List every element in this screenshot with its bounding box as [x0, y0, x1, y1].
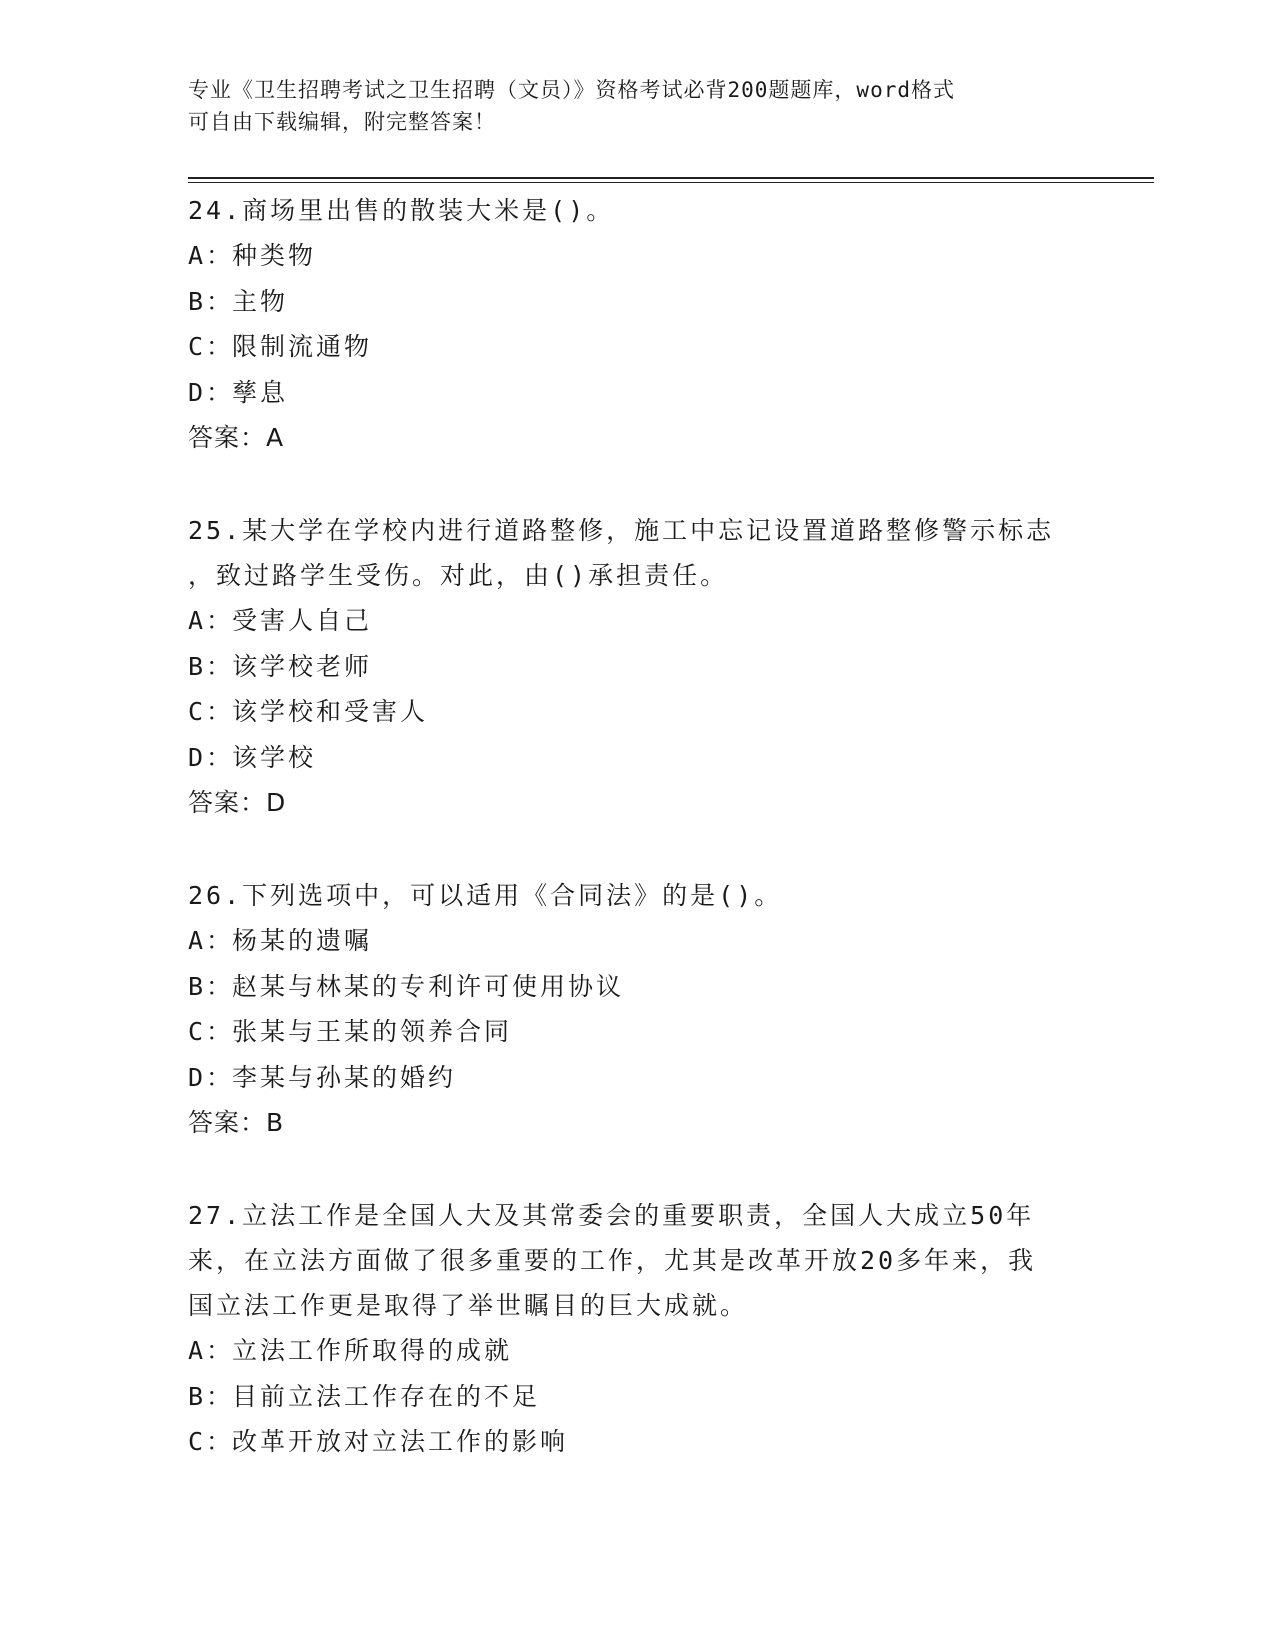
- header-line-2: 可自由下载编辑，附完整答案！: [188, 110, 496, 134]
- option-a: [188, 1328, 1088, 1374]
- option-d: [188, 370, 1088, 416]
- question-text: ，致过路学生受伤。对此，由()承担责任。: [188, 561, 729, 590]
- option-key: C：: [188, 332, 235, 361]
- option-c: [188, 1009, 1088, 1055]
- option-key: B：: [188, 971, 235, 1001]
- option-text: 主物: [232, 286, 289, 316]
- option-d: [188, 735, 1088, 781]
- question-text: 24.商场里出售的散装大米是()。: [188, 196, 615, 225]
- option-key: A：: [188, 241, 235, 270]
- option-key: C：: [188, 1427, 235, 1456]
- answer-text: 答案：D: [188, 788, 287, 817]
- option-text: 限制流通物: [232, 332, 373, 361]
- question-text: 25.某大学在学校内进行道路整修，施工中忘记设置道路整修警示标志: [188, 516, 1055, 545]
- option-b: [188, 644, 1088, 690]
- option-a: [188, 918, 1088, 964]
- question-list: [188, 188, 1088, 1512]
- option-text: 受害人自己: [232, 606, 373, 635]
- question-24: [188, 188, 1088, 461]
- document-header: [188, 74, 1068, 138]
- question-26: [188, 873, 1088, 1146]
- question-text: 26.下列选项中，可以适用《合同法》的是()。: [188, 881, 783, 910]
- option-c: [188, 1419, 1088, 1465]
- option-key: B：: [188, 286, 235, 316]
- option-key: C：: [188, 1017, 235, 1046]
- option-text: 孳息: [232, 377, 289, 407]
- option-c: [188, 689, 1088, 735]
- option-key: B：: [188, 651, 235, 681]
- question-27: [188, 1193, 1088, 1465]
- question-text: 来，在立法方面做了很多重要的工作，尤其是改革开放20多年来，我: [188, 1246, 1037, 1275]
- header-line-1: 专业《卫生招聘考试之卫生招聘（文员）》资格考试必背200题题库，word格式: [188, 78, 955, 102]
- answer-text: 答案：A: [188, 423, 285, 452]
- option-key: D：: [188, 742, 235, 772]
- option-text: 改革开放对立法工作的影响: [232, 1427, 569, 1456]
- option-key: D：: [188, 377, 235, 407]
- question-25: [188, 508, 1088, 826]
- option-d: [188, 1055, 1088, 1101]
- option-key: B：: [188, 1381, 235, 1411]
- header-divider: [188, 177, 1154, 183]
- option-b: [188, 279, 1088, 325]
- option-a: [188, 233, 1088, 279]
- option-text: 该学校和受害人: [232, 697, 429, 726]
- answer-text: 答案：B: [188, 1108, 285, 1137]
- option-text: 种类物: [232, 241, 317, 270]
- option-text: 张某与王某的领养合同: [232, 1017, 513, 1046]
- option-text: 目前立法工作存在的不足: [232, 1381, 541, 1411]
- option-key: A：: [188, 1336, 235, 1365]
- option-key: C：: [188, 697, 235, 726]
- option-key: A：: [188, 606, 235, 635]
- option-c: [188, 324, 1088, 370]
- option-text: 该学校老师: [232, 651, 373, 681]
- option-text: 赵某与林某的专利许可使用协议: [232, 971, 625, 1001]
- option-text: 杨某的遗嘱: [232, 926, 373, 955]
- question-text: 国立法工作更是取得了举世瞩目的巨大成就。: [188, 1291, 749, 1320]
- option-text: 该学校: [232, 742, 317, 772]
- question-text: 27.立法工作是全国人大及其常委会的重要职责，全国人大成立50年: [188, 1201, 1035, 1230]
- option-key: A：: [188, 926, 235, 955]
- option-text: 李某与孙某的婚约: [232, 1062, 457, 1092]
- option-a: [188, 598, 1088, 644]
- option-b: [188, 1374, 1088, 1420]
- option-text: 立法工作所取得的成就: [232, 1336, 513, 1365]
- option-key: D：: [188, 1062, 235, 1092]
- option-b: [188, 964, 1088, 1010]
